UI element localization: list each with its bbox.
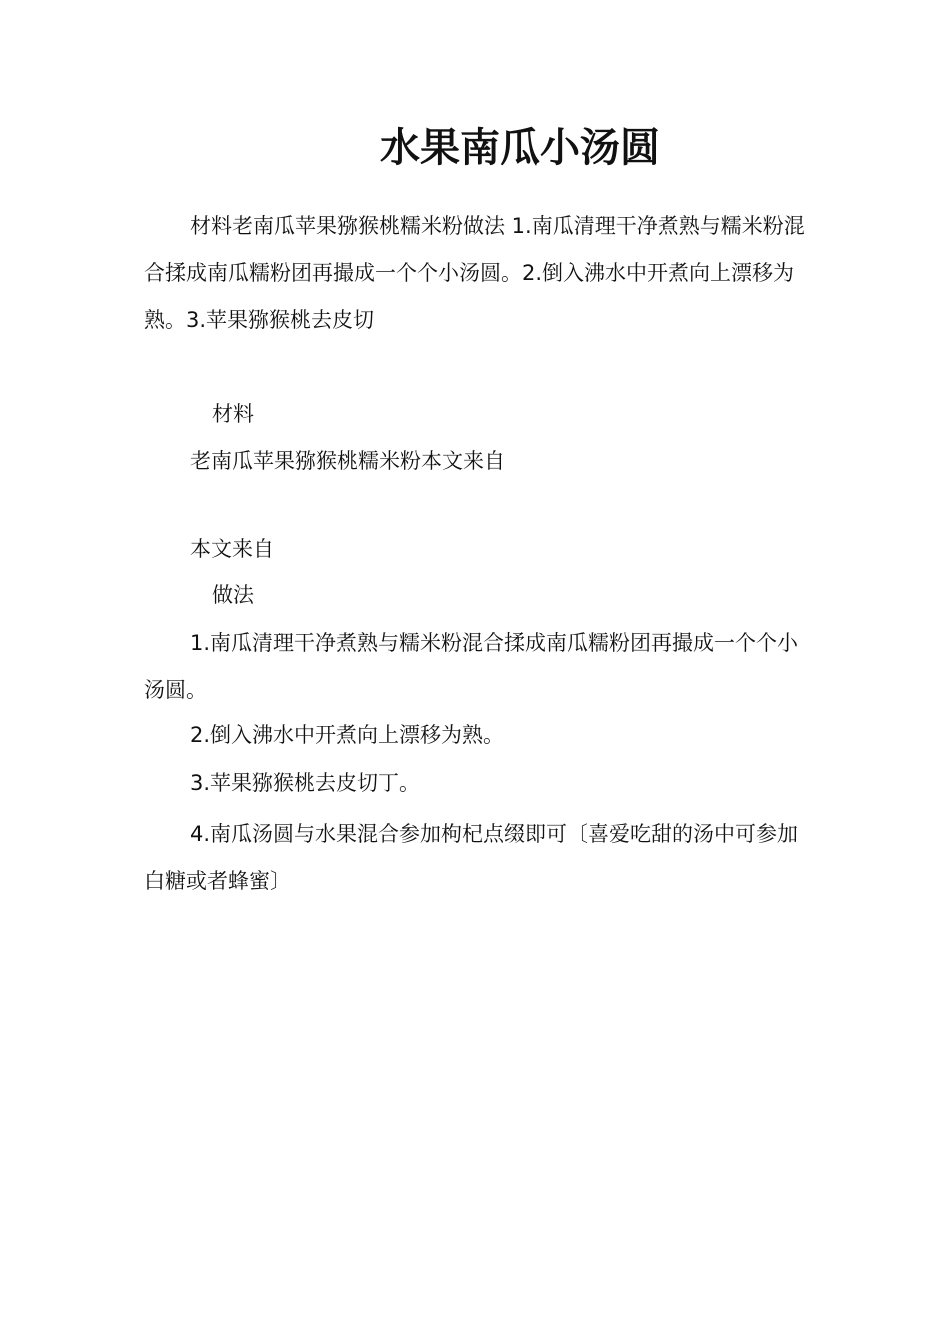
method-step: 2.倒入沸水中开煮向上漂移为熟。 [190, 723, 505, 747]
document-title: 水果南瓜小汤圆 [380, 124, 660, 171]
intro-paragraph: 材料老南瓜苹果猕猴桃糯米粉做法 1.南瓜清理干净煮熟与糯米粉混合揉成南瓜糯粉团再撮成一个个小汤圆。2.倒入沸水中开煮向上漂移为熟。3.苹果猕猴桃去皮切 [144, 214, 805, 332]
method-step: 3.苹果猕猴桃去皮切丁。 [190, 771, 421, 795]
materials-list: 老南瓜苹果猕猴桃糯米粉本文来自 [190, 449, 505, 473]
method-step: 4.南瓜汤圆与水果混合参加枸杞点缀即可〔喜爱吃甜的汤中可参加白糖或者蜂蜜〕 [144, 822, 799, 893]
materials-heading: 材料 [212, 402, 254, 426]
method-step: 1.南瓜清理干净煮熟与糯米粉混合揉成南瓜糯粉团再撮成一个个小汤圆。 [144, 631, 799, 702]
method-heading: 做法 [212, 583, 254, 607]
source-note: 本文来自 [190, 537, 274, 561]
